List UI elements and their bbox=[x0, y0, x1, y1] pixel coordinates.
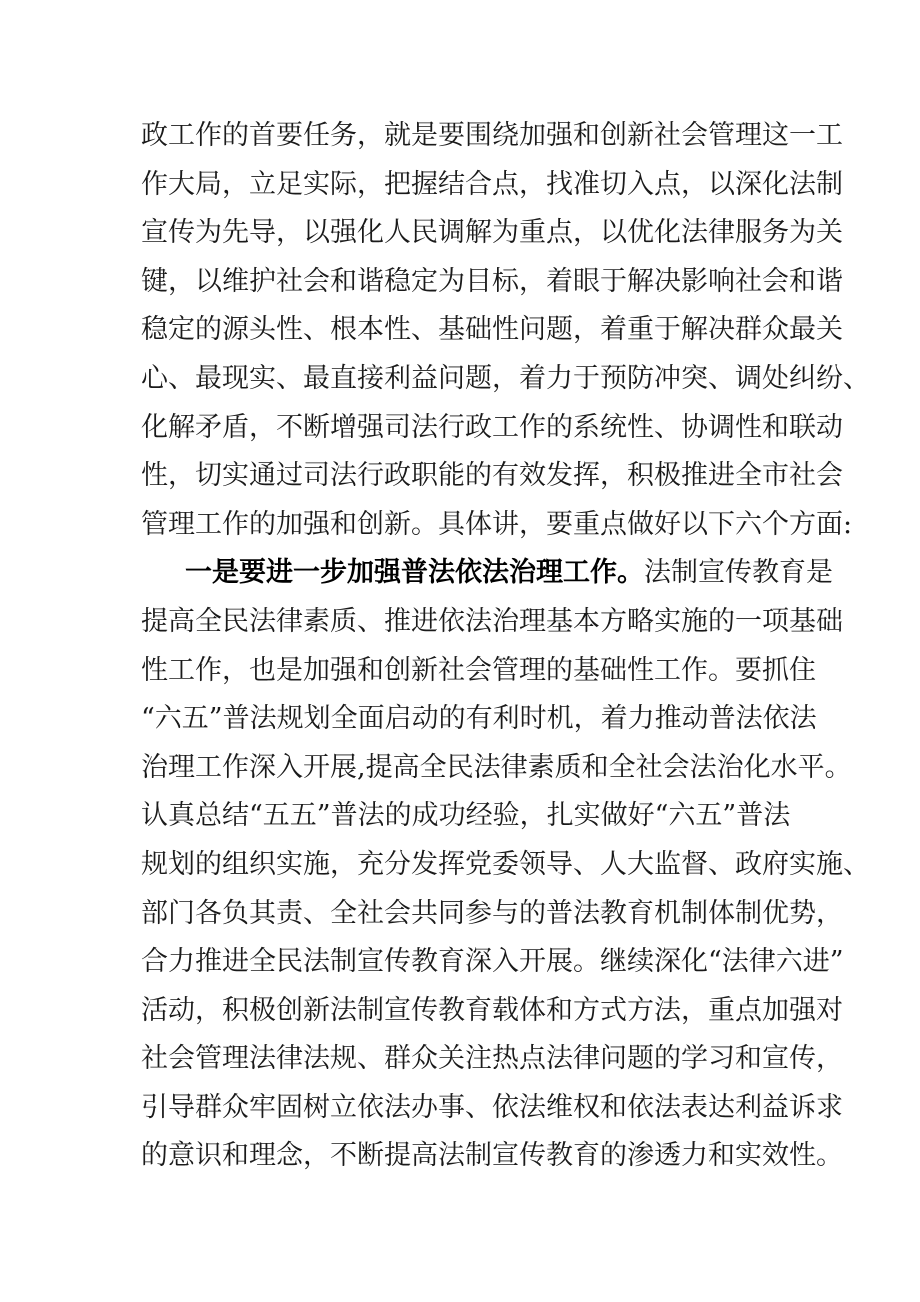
paragraph2-line-7: 规划的组织实施，充分发挥党委领导、人大监督、政府实施、 bbox=[141, 848, 870, 880]
paragraph1-line-8: 性，切实通过司法行政职能的有效发挥，积极推进全市社会 bbox=[141, 460, 843, 492]
paragraph2-line-11: 社会管理法律法规、群众关注热点法律问题的学习和宣传， bbox=[141, 1043, 843, 1075]
paragraph2-line-3: 性工作，也是加强和创新社会管理的基础性工作。要抓住 bbox=[141, 654, 816, 686]
document-body bbox=[141, 112, 870, 1181]
paragraph1-line-4: 键，以维护社会和谐稳定为目标，着眼于解决影响社会和谐 bbox=[141, 265, 843, 297]
paragraph2-line-6: 认真总结“五五”普法的成功经验，扎实做好“六五”普法 bbox=[141, 800, 791, 832]
paragraph2-line-10: 活动，积极创新法制宣传教育载体和方式方法，重点加强对 bbox=[141, 994, 843, 1026]
paragraph2-line-4: “六五”普法规划全面启动的有利时机，着力推动普法依法 bbox=[141, 703, 817, 735]
paragraph1-line-6: 心、最现实、最直接利益问题，着力于预防冲突、调处纠纷、 bbox=[141, 362, 870, 394]
paragraph1-line-3: 宣传为先导，以强化人民调解为重点，以优化法律服务为关 bbox=[141, 217, 843, 249]
paragraph2-first-line-rest: 法制宣传教育是 bbox=[644, 557, 833, 589]
paragraph2-heading: 一是要进一步加强普法依法治理工作。 bbox=[185, 557, 644, 589]
paragraph2-line-8: 部门各负其责、全社会共同参与的普法教育机制体制优势， bbox=[141, 897, 843, 929]
paragraph1-line-7: 化解矛盾，不断增强司法行政工作的系统性、协调性和联动 bbox=[141, 411, 843, 443]
paragraph1-line-2: 作大局，立足实际，把握结合点，找准切入点，以深化法制 bbox=[141, 168, 843, 200]
paragraph1-line-5: 稳定的源头性、根本性、基础性问题，着重于解决群众最关 bbox=[141, 314, 843, 346]
paragraph1-line-1: 政工作的首要任务，就是要围绕加强和创新社会管理这一工 bbox=[141, 120, 843, 151]
paragraph2-line-9: 合力推进全民法制宣传教育深入开展。继续深化“法律六进” bbox=[141, 946, 844, 978]
paragraph2-line-2: 提高全民法律素质、推进依法治理基本方略实施的一项基础 bbox=[141, 605, 843, 637]
paragraph2-line-13: 的意识和理念，不断提高法制宣传教育的渗透力和实效性。 bbox=[141, 1140, 843, 1172]
paragraph2-first-line bbox=[141, 549, 833, 598]
paragraph1-line-9: 管理工作的加强和创新。具体讲，要重点做好以下六个方面: bbox=[141, 508, 853, 540]
paragraph2-line-12: 引导群众牢固树立依法办事、依法维权和依法表达利益诉求 bbox=[141, 1091, 843, 1123]
paragraph2-line-5: 治理工作深入开展,提高全民法律素质和全社会法治化水平。 bbox=[141, 751, 852, 783]
